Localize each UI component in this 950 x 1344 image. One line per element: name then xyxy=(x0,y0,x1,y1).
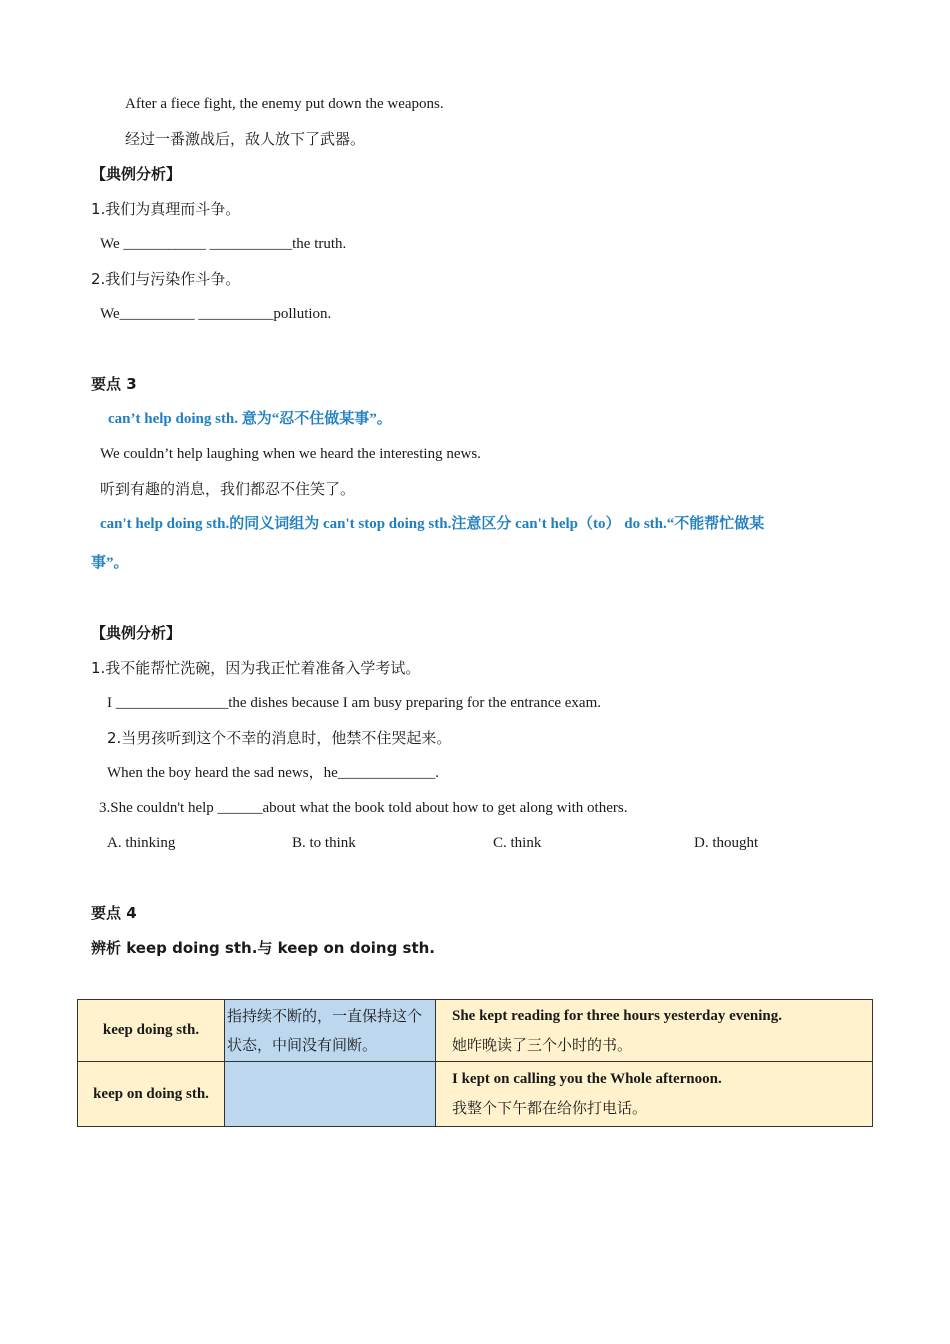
option-a: A. thinking xyxy=(107,835,176,851)
point3-rule: can’t help doing sth. 意为“忍不住做某事”。 xyxy=(108,411,392,427)
table-cell-example xyxy=(436,1000,873,1062)
examples-1-q1-blank: We ___________ ___________the truth. xyxy=(100,236,347,252)
examples-1-q2: 2.我们与污染作斗争。 xyxy=(91,270,241,288)
examples-2-q3: 3.She couldn't help ______about what the book told about how to get along with others. xyxy=(99,800,628,816)
option-d: D. thought xyxy=(694,835,759,851)
examples-2-q1: 1.我不能帮忙洗碗，因为我正忙着准备入学考试。 xyxy=(91,659,421,677)
intro-example-en: After a fiece fight, the enemy put down the weapons. xyxy=(125,96,444,112)
examples-1-q1: 1.我们为真理而斗争。 xyxy=(91,200,241,218)
examples-1-heading: 【典例分析】 xyxy=(91,165,182,183)
table-example-zh: 她昨晚读了三个小时的书。 xyxy=(452,1035,633,1054)
point3-example-zh: 听到有趣的消息，我们都忍不住笑了。 xyxy=(100,480,356,498)
point4-heading: 要点 4 xyxy=(91,904,137,922)
point4-subtitle: 辨析 keep doing sth.与 keep on doing sth. xyxy=(91,939,436,957)
table-cell-example xyxy=(436,1062,873,1127)
point3-heading: 要点 3 xyxy=(91,375,137,393)
point3-note-line1: can't help doing sth.的同义词组为 can't stop doing sth.注意区分 can't help（to） do sth.“不能帮忙做某 xyxy=(100,516,765,532)
examples-1-q2-blank: We__________ __________pollution. xyxy=(100,306,332,322)
table-example-zh: 我整个下午都在给你打电话。 xyxy=(452,1099,648,1117)
table-row xyxy=(78,1000,873,1062)
examples-2-q2: 2.当男孩听到这个不幸的消息时，他禁不住哭起来。 xyxy=(107,729,452,747)
intro-example-zh: 经过一番激战后，敌人放下了武器。 xyxy=(125,130,366,148)
examples-2-q1-blank: I _______________the dishes because I am busy preparing for the entrance exam. xyxy=(107,695,602,711)
table-cell-phrase: keep on doing sth. xyxy=(78,1062,225,1127)
table-row xyxy=(78,1062,873,1127)
table-example-en: She kept reading for three hours yesterday evening. xyxy=(452,1007,782,1024)
table-cell-phrase: keep doing sth. xyxy=(78,1000,225,1062)
comparison-table xyxy=(77,999,873,1127)
option-c: C. think xyxy=(493,835,542,851)
point3-example-en: We couldn’t help laughing when we heard the interesting news. xyxy=(100,446,481,462)
examples-2-q2-blank: When the boy heard the sad news，he_____________. xyxy=(107,765,440,781)
table-cell-meaning xyxy=(225,1062,436,1127)
point3-note-line2: 事”。 xyxy=(91,555,129,571)
examples-2-heading: 【典例分析】 xyxy=(91,624,182,642)
table-cell-meaning: 指持续不断的，一直保持这个状态，中间没有间断。 xyxy=(225,1000,436,1062)
option-b: B. to think xyxy=(292,835,356,851)
table-example-en: I kept on calling you the Whole afternoon. xyxy=(452,1071,722,1087)
